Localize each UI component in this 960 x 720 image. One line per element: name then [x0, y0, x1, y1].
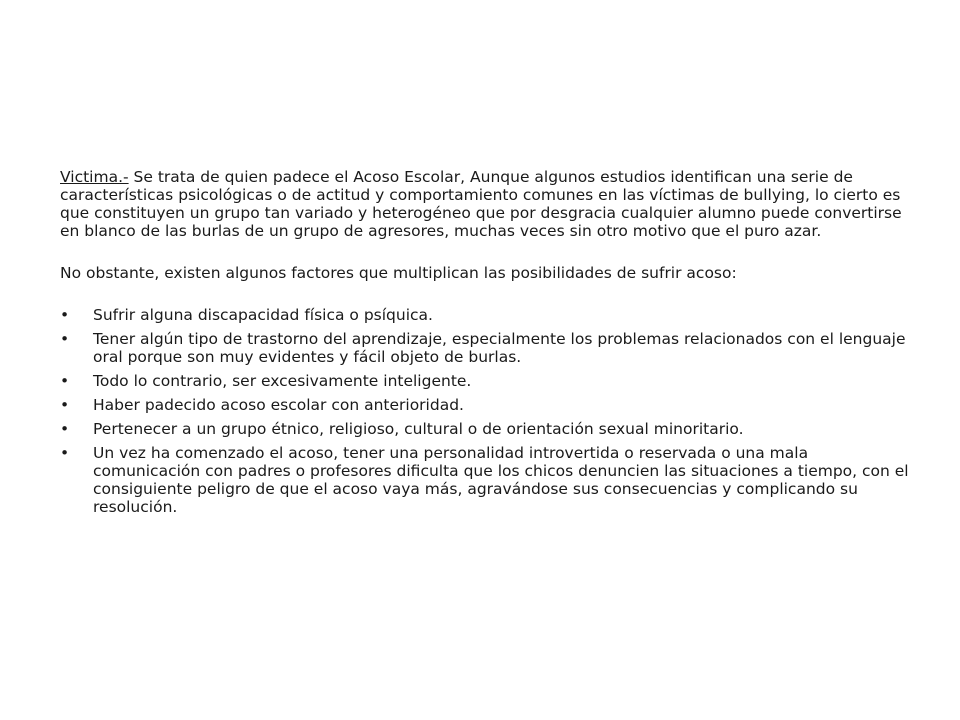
factor-text: Pertenecer a un grupo étnico, religioso, cultural o de orientación sexual minoritario. [93, 420, 744, 438]
factor-item [60, 372, 912, 390]
slide-body [60, 168, 912, 522]
factors-intro: No obstante, existen algunos factores que multiplican las posibilidades de sufrir acoso: [60, 264, 737, 282]
factor-text: Sufrir alguna discapacidad física o psíquica. [93, 306, 433, 324]
intro-term: Victima.- [60, 168, 129, 186]
factor-item [60, 444, 912, 516]
factor-item [60, 306, 912, 324]
bullet-icon: • [60, 444, 70, 462]
bullet-icon: • [60, 396, 70, 414]
factor-text: Tener algún tipo de trastorno del aprendizaje, especialmente los problemas relacionados con el lenguaje oral porque son muy evidentes y fácil objeto de burlas. [93, 330, 906, 366]
bullet-icon: • [60, 306, 70, 324]
factor-item [60, 396, 912, 414]
intro-text: Se trata de quien padece el Acoso Escolar, Aunque algunos estudios identifican una serie de características psicológicas o de actitud y comportamiento comunes en las víctimas de bullying, lo cierto es que constituyen un grupo tan variado y heterogéneo que por desgracia cualquier alumno puede convertirse en blanco de las burlas de un grupo de agresores, muchas veces sin otro motivo que el puro azar. [60, 168, 902, 240]
factor-text: Un vez ha comenzado el acoso, tener una personalidad introvertida o reservada o una mala comunicación con padres o profesores dificulta que los chicos denuncien las situaciones a tiempo, con el consiguiente peligro de que el acoso vaya más, agravándose sus consecuencias y complicando su resolución. [93, 444, 909, 516]
factors-list [60, 306, 912, 516]
factor-item [60, 420, 912, 438]
bullet-icon: • [60, 372, 70, 390]
factor-text: Todo lo contrario, ser excesivamente inteligente. [93, 372, 472, 390]
factor-item [60, 330, 912, 366]
factor-text: Haber padecido acoso escolar con anterioridad. [93, 396, 464, 414]
bullet-icon: • [60, 330, 70, 348]
intro-paragraph [60, 168, 912, 240]
bullet-icon: • [60, 420, 70, 438]
